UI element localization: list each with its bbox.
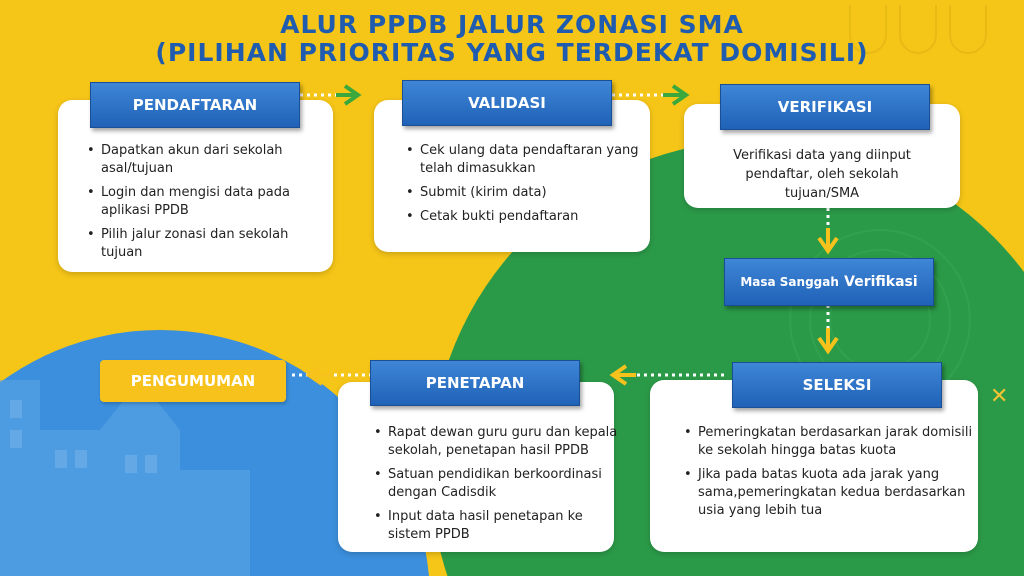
- penetapan-list: [370, 424, 620, 550]
- x-mark-icon: ✕: [990, 384, 1009, 409]
- pendaftaran-header: PENDAFTARAN: [90, 82, 300, 128]
- list-item: • Jika pada batas kuota ada jarak yang sama,pemeringkatan kedua berdasarkan usia yang lebih tua: [698, 466, 978, 520]
- validasi-list: [402, 142, 656, 232]
- page-title: ALUR PPDB JALUR ZONASI SMA: [280, 10, 744, 39]
- list-item: • Cetak bukti pendaftaran: [420, 208, 656, 226]
- verifikasi-header: VERIFIKASI: [720, 84, 930, 130]
- page-subtitle: (PILIHAN PRIORITAS YANG TERDEKAT DOMISILI): [155, 38, 869, 67]
- masa-sanggah-label: Masa Sanggah: [740, 275, 839, 289]
- masa-sanggah-label-verifikasi: Verifikasi: [844, 274, 918, 290]
- penetapan-header: PENETAPAN: [370, 360, 580, 406]
- list-item: • Pilih jalur zonasi dan sekolah tujuan: [101, 226, 331, 262]
- masa-sanggah-box: [724, 258, 934, 306]
- list-item: • Rapat dewan guru guru dan kepala sekolah, penetapan hasil PPDB: [388, 424, 620, 460]
- validasi-header: VALIDASI: [402, 80, 612, 126]
- list-item: • Dapatkan akun dari sekolah asal/tujuan: [101, 142, 331, 178]
- pendaftaran-list: [83, 142, 331, 268]
- list-item: • Pemeringkatan berdasarkan jarak domisili ke sekolah hingga batas kuota: [698, 424, 978, 460]
- verifikasi-text: Verifikasi data yang diinput pendaftar, oleh sekolah tujuan/SMA: [733, 148, 911, 201]
- list-item: • Input data hasil penetapan ke sistem PPDB: [388, 508, 620, 544]
- list-item: • Satuan pendidikan berkoordinasi dengan Cadisdik: [388, 466, 620, 502]
- list-item: • Login dan mengisi data pada aplikasi PPDB: [101, 184, 331, 220]
- pengumuman-box: PENGUMUMAN: [100, 360, 286, 402]
- penetapan-card: [338, 382, 618, 552]
- list-item: • Cek ulang data pendaftaran yang telah dimasukkan: [420, 142, 656, 178]
- seleksi-header: SELEKSI: [732, 362, 942, 408]
- list-item: • Submit (kirim data): [420, 184, 656, 202]
- seleksi-list: [680, 424, 978, 526]
